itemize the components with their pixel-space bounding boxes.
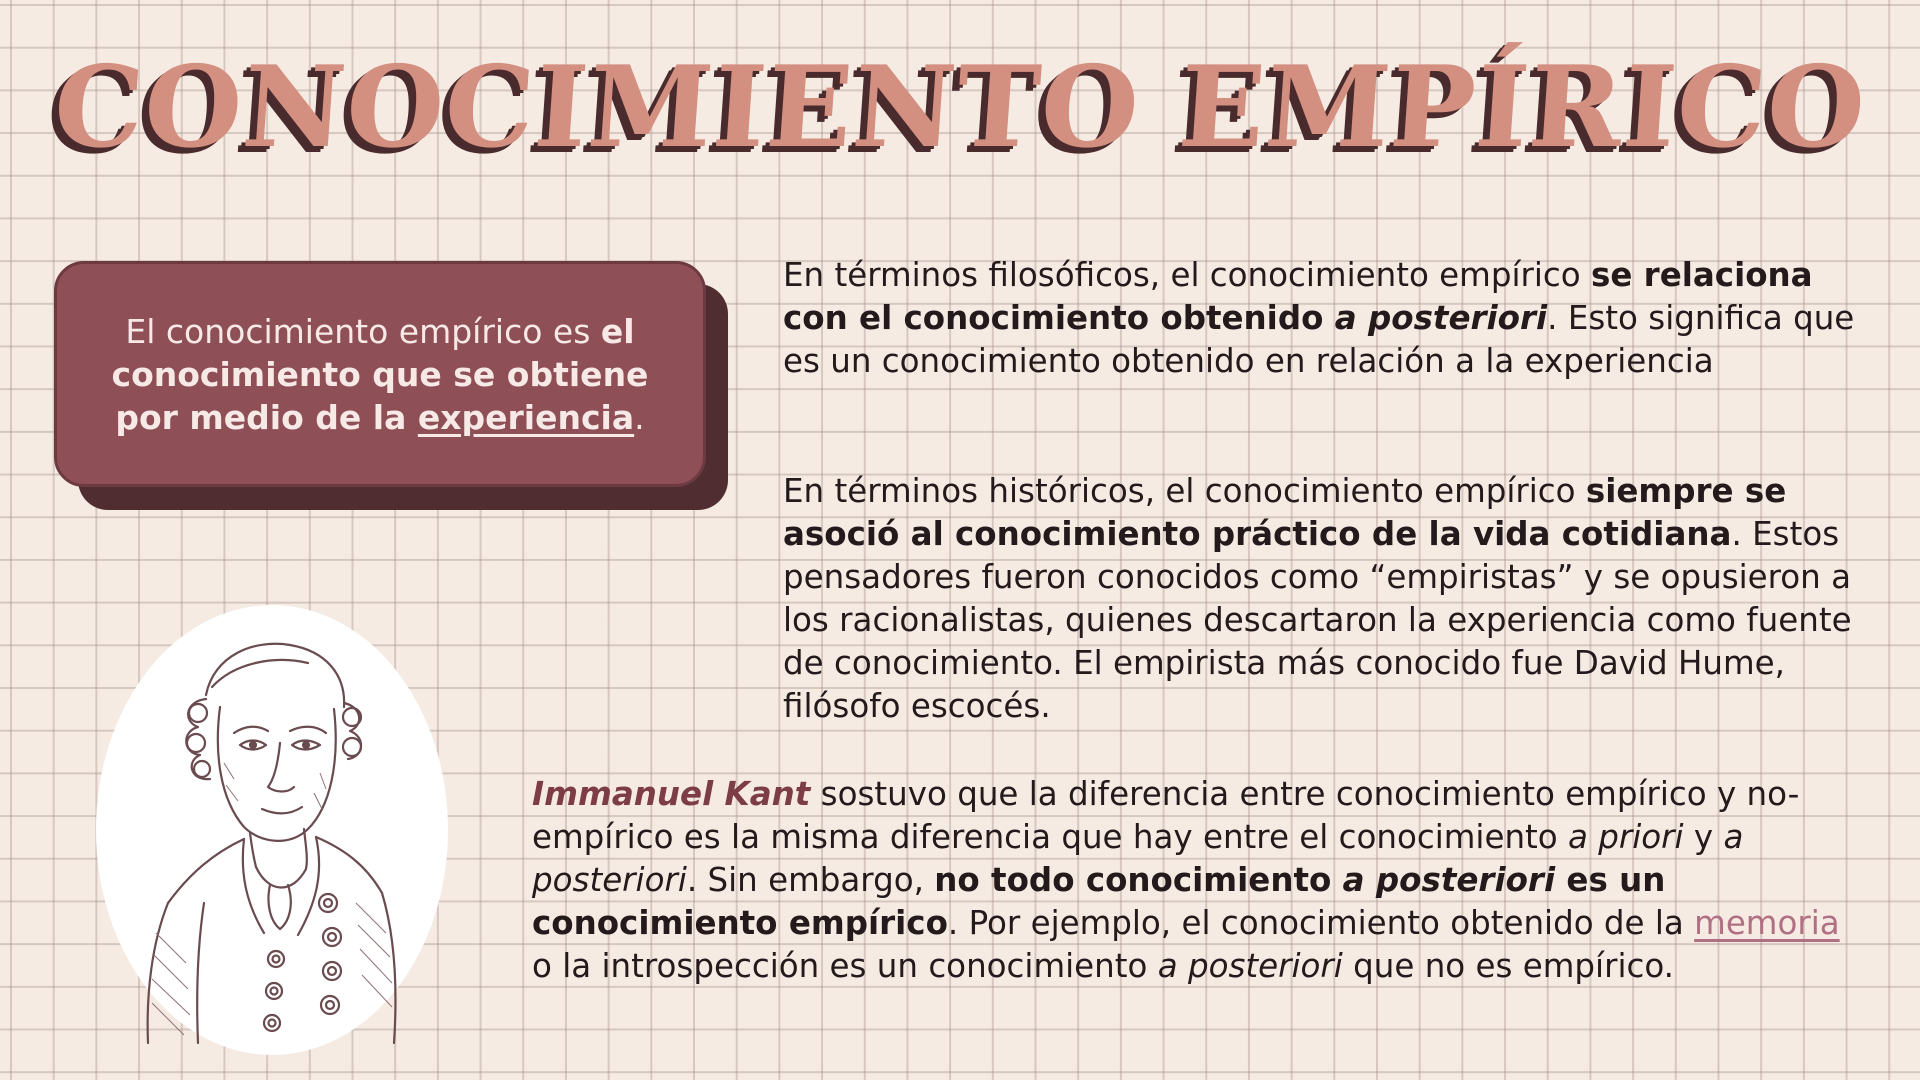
p3-italic-2: a posteriori: [532, 818, 1744, 899]
p1-text: En términos filosóficos, el conocimiento empírico: [783, 256, 1591, 294]
definition-text-bold: el conocimiento que se obtiene por medio de la: [111, 311, 649, 437]
p1-text-end: . Esto significa que es un conocimiento obtenido en relación a la experiencia: [783, 299, 1855, 380]
p1-bold-italic: a posteriori: [1334, 299, 1548, 337]
definition-text-end: .: [634, 397, 645, 437]
p3-bold-italic: a posteriori: [1342, 861, 1556, 899]
p2-bold: siempre se asoció al conocimiento práctico de la vida cotidiana: [783, 472, 1787, 553]
p3-text-2: y: [1683, 818, 1724, 856]
kant-name: Immanuel Kant: [532, 775, 811, 813]
p3-italic-1: a priori: [1568, 818, 1684, 856]
p3-text-5: o la introspección es un conocimiento: [532, 947, 1158, 985]
p3-bold-2: es un conocimiento empírico: [532, 861, 1666, 942]
definition-keyword-experiencia: experiencia: [417, 397, 635, 437]
definition-card: [54, 261, 706, 487]
p2-text-end: . Estos pensadores fueron conocidos como “empiristas” y se opusieron a los racionalistas, quienes descartaron la experiencia como fuente de conocimiento. El empirista más conocido fue David Hume, filósofo escocés.: [783, 515, 1852, 725]
p3-italic-3: a posteriori: [1157, 947, 1343, 985]
page-title: CONOCIMIENTO EMPÍRICO: [49, 42, 1871, 173]
memoria-link[interactable]: memoria: [1694, 904, 1840, 942]
p3-bold-1: no todo conocimiento: [934, 861, 1343, 899]
p3-text-4: . Por ejemplo, el conocimiento obtenido de la: [947, 904, 1695, 942]
p3-text-1: sostuvo que la diferencia entre conocimiento empírico y no-empírico es la misma diferencia que hay entre el conocimiento: [532, 775, 1800, 856]
p3-text-3: . Sin embargo,: [686, 861, 935, 899]
paragraph-historical: [783, 470, 1873, 728]
paragraph-philosophical: [783, 254, 1873, 383]
p2-text: En términos históricos, el conocimiento empírico: [783, 472, 1586, 510]
paragraph-kant: [532, 773, 1852, 988]
p3-text-6: que no es empírico.: [1342, 947, 1674, 985]
definition-text: [87, 310, 673, 439]
definition-text-plain: El conocimiento empírico es: [125, 311, 601, 351]
kant-portrait-icon: [94, 603, 450, 1057]
p1-bold: se relaciona con el conocimiento obtenido: [783, 256, 1813, 337]
